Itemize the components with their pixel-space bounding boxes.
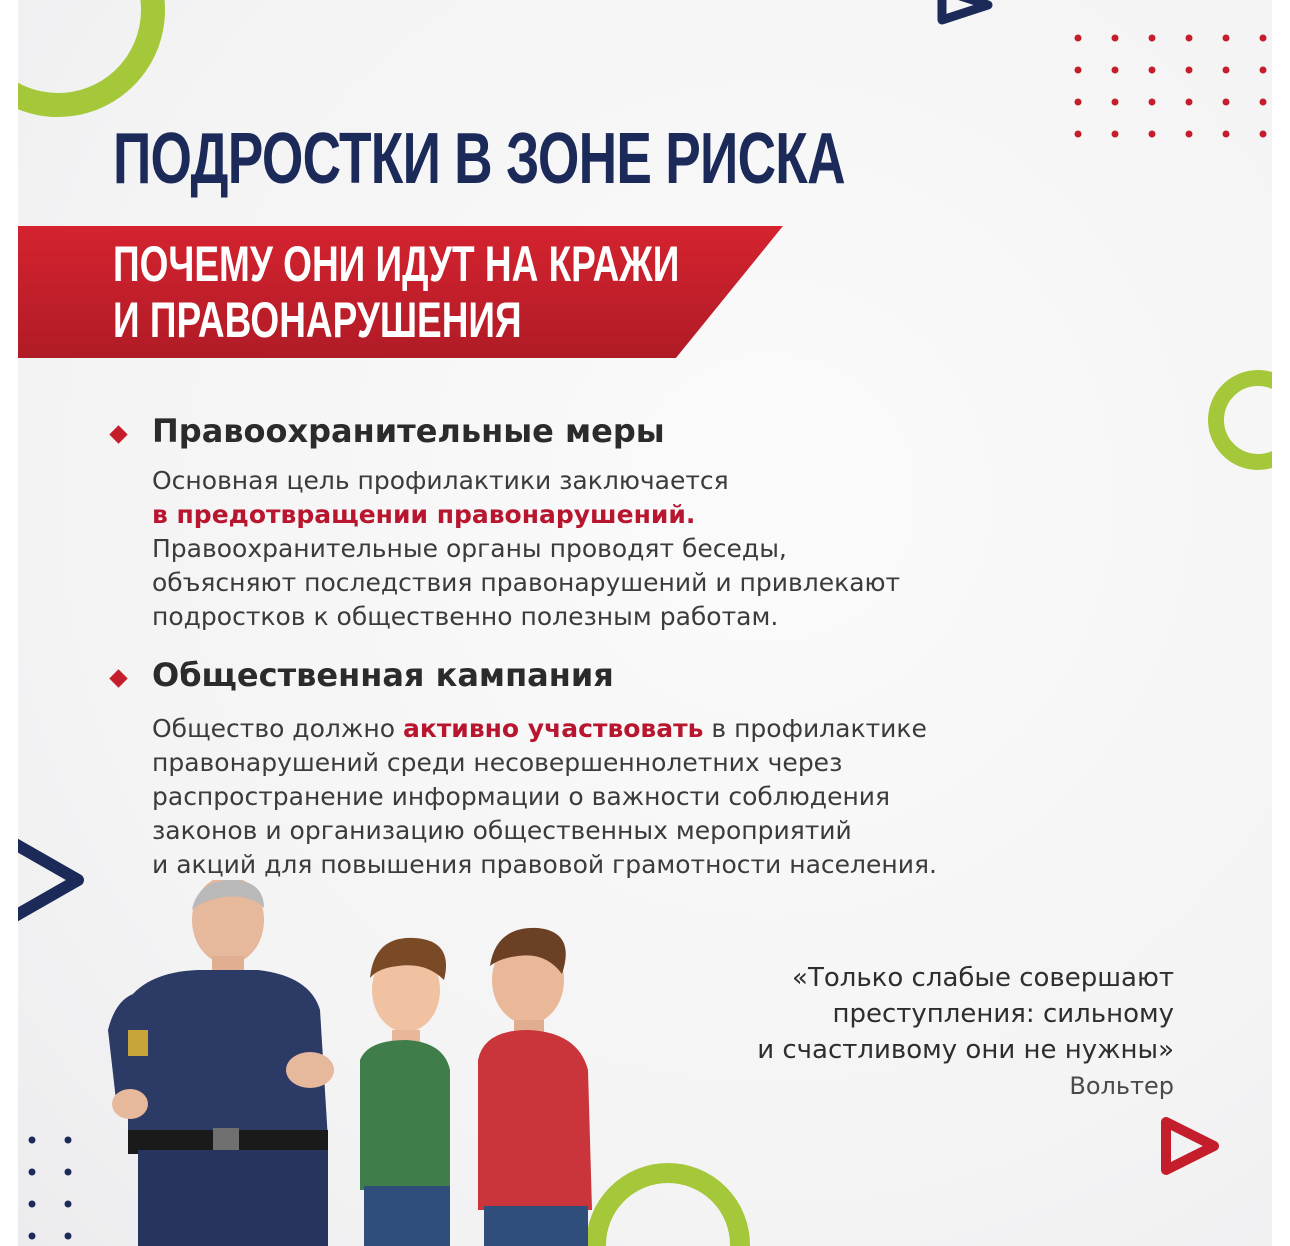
body-line: и акций для повышения правовой грамотности населения. — [152, 850, 937, 879]
body-text-part: Общество должно — [152, 714, 403, 743]
body-text-part: в профилактике — [703, 714, 927, 743]
section-body — [152, 712, 937, 882]
body-line — [152, 712, 937, 746]
body-line: Основная цель профилактики заключается — [152, 466, 729, 495]
navy-triangle-decoration — [928, 0, 1008, 40]
officer-and-teens-illustration — [88, 880, 608, 1246]
body-text-highlight: активно участвовать — [402, 714, 704, 743]
subtitle-line-1: ПОЧЕМУ ОНИ ИДУТ НА КРАЖИ — [113, 236, 680, 292]
green-ring-decoration — [18, 0, 178, 130]
body-line: правонарушений среди несовершеннолетних через — [152, 748, 843, 777]
body-line: объясняют последствия правонарушений и привлекают — [152, 568, 901, 597]
poster — [18, 0, 1272, 1246]
subtitle-line-2: И ПРАВОНАРУШЕНИЯ — [113, 292, 522, 348]
green-ring-right-decoration — [1198, 360, 1272, 480]
body-line-highlight: в предотвращении правонарушений. — [152, 500, 696, 529]
quote-line: преступления: сильному — [832, 999, 1174, 1029]
section-heading: Правоохранительные меры — [152, 412, 665, 450]
subtitle — [113, 236, 679, 348]
body-line: подростков к общественно полезным работам. — [152, 602, 779, 631]
body-line: распространение информации о важности соблюдения — [152, 782, 891, 811]
section-heading: Общественная кампания — [152, 656, 614, 694]
quote-author: Вольтер — [1069, 1072, 1174, 1100]
quote-line: и счастливому они не нужны» — [757, 1035, 1174, 1065]
diamond-bullet-icon — [109, 425, 127, 443]
quote — [757, 960, 1174, 1068]
red-dot-grid-decoration — [1068, 30, 1272, 150]
police-officer-figure — [108, 880, 334, 1246]
teen-green-sweater-figure — [360, 938, 450, 1246]
body-line: законов и организацию общественных мероприятий — [152, 816, 852, 845]
section-body — [152, 464, 900, 634]
page-title: ПОДРОСТКИ В ЗОНЕ РИСКА — [113, 119, 845, 199]
navy-dot-grid-decoration — [18, 1130, 98, 1246]
teen-red-hoodie-figure — [478, 928, 592, 1246]
red-triangle-decoration — [1148, 1110, 1238, 1190]
quote-line: «Только слабые совершают — [792, 963, 1174, 993]
body-line: Правоохранительные органы проводят беседы, — [152, 534, 787, 563]
diamond-bullet-icon — [109, 669, 127, 687]
